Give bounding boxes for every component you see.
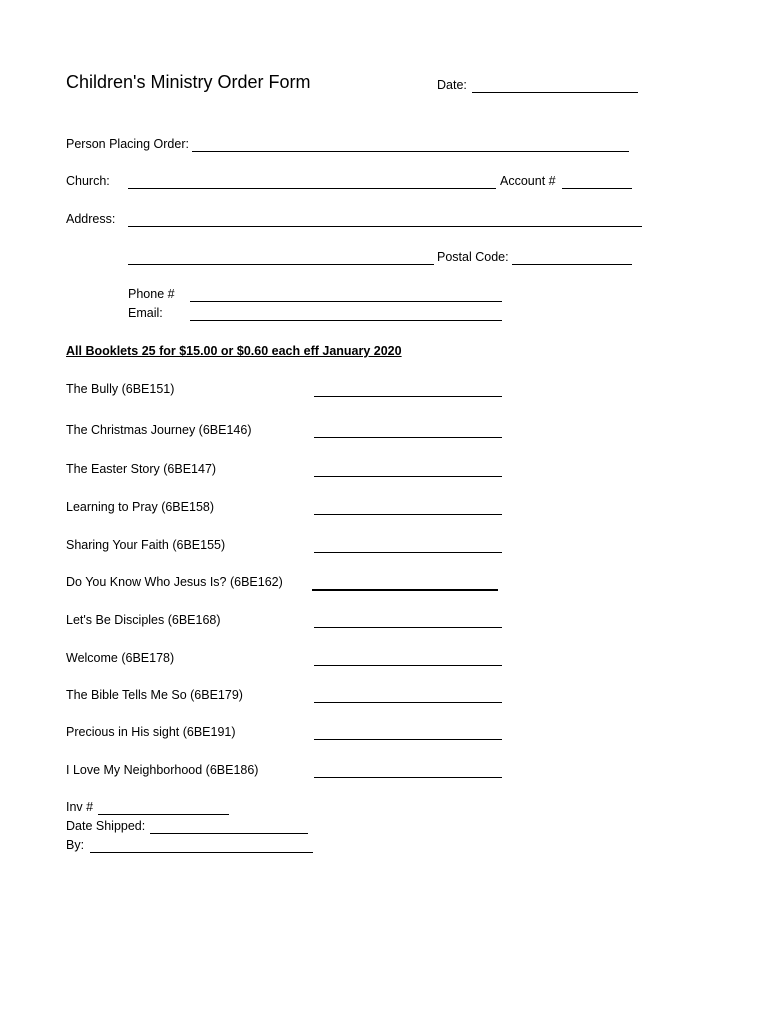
booklet-item-label: The Christmas Journey (6BE146) [66,423,252,437]
booklet-quantity-field[interactable] [314,396,502,397]
booklet-quantity-field[interactable] [314,514,502,515]
booklet-quantity-field[interactable] [314,476,502,477]
booklet-item-label: Let's Be Disciples (6BE168) [66,613,221,627]
booklet-quantity-field[interactable] [312,589,498,591]
booklet-quantity-field[interactable] [314,665,502,666]
date-shipped-field[interactable] [150,833,308,834]
booklet-item-label: Sharing Your Faith (6BE155) [66,538,226,552]
postal-code-field[interactable] [512,264,632,265]
email-label: Email: [128,306,163,320]
booklet-item-label: I Love My Neighborhood (6BE186) [66,763,259,777]
date-shipped-label: Date Shipped: [66,819,146,833]
booklet-item-label: The Bible Tells Me So (6BE179) [66,688,243,702]
booklet-quantity-field[interactable] [314,777,502,778]
account-label: Account # [500,174,556,188]
address-line-2-field[interactable] [128,264,434,265]
church-field[interactable] [128,188,496,189]
booklet-item-label: The Bully (6BE151) [66,382,175,396]
booklet-quantity-field[interactable] [314,552,502,553]
booklet-item-label: The Easter Story (6BE147) [66,462,217,476]
account-field[interactable] [562,188,632,189]
booklets-pricing-header: All Booklets 25 for $15.00 or $0.60 each eff January 2020 [66,344,402,358]
form-title: Children's Ministry Order Form [66,72,311,92]
booklet-item-label: Learning to Pray (6BE158) [66,500,215,514]
phone-label: Phone # [128,287,175,301]
phone-field[interactable] [190,301,502,302]
address-label: Address: [66,212,116,226]
inv-field[interactable] [98,814,229,815]
person-placing-order-label: Person Placing Order: [66,137,189,151]
email-field[interactable] [190,320,502,321]
person-placing-order-field[interactable] [192,151,629,152]
address-line-1-field[interactable] [128,226,642,227]
date-field[interactable] [472,92,638,93]
booklet-item-label: Precious in His sight (6BE191) [66,725,236,739]
church-label: Church: [66,174,110,188]
booklet-quantity-field[interactable] [314,702,502,703]
date-label: Date: [437,78,467,92]
booklet-quantity-field[interactable] [314,739,502,740]
booklet-quantity-field[interactable] [314,627,502,628]
booklet-item-label: Do You Know Who Jesus Is? (6BE162) [66,575,283,589]
inv-label: Inv # [66,800,94,814]
postal-code-label: Postal Code: [437,250,509,264]
booklet-quantity-field[interactable] [314,437,502,438]
by-label: By: [66,838,85,852]
by-field[interactable] [90,852,313,853]
booklet-item-label: Welcome (6BE178) [66,651,175,665]
